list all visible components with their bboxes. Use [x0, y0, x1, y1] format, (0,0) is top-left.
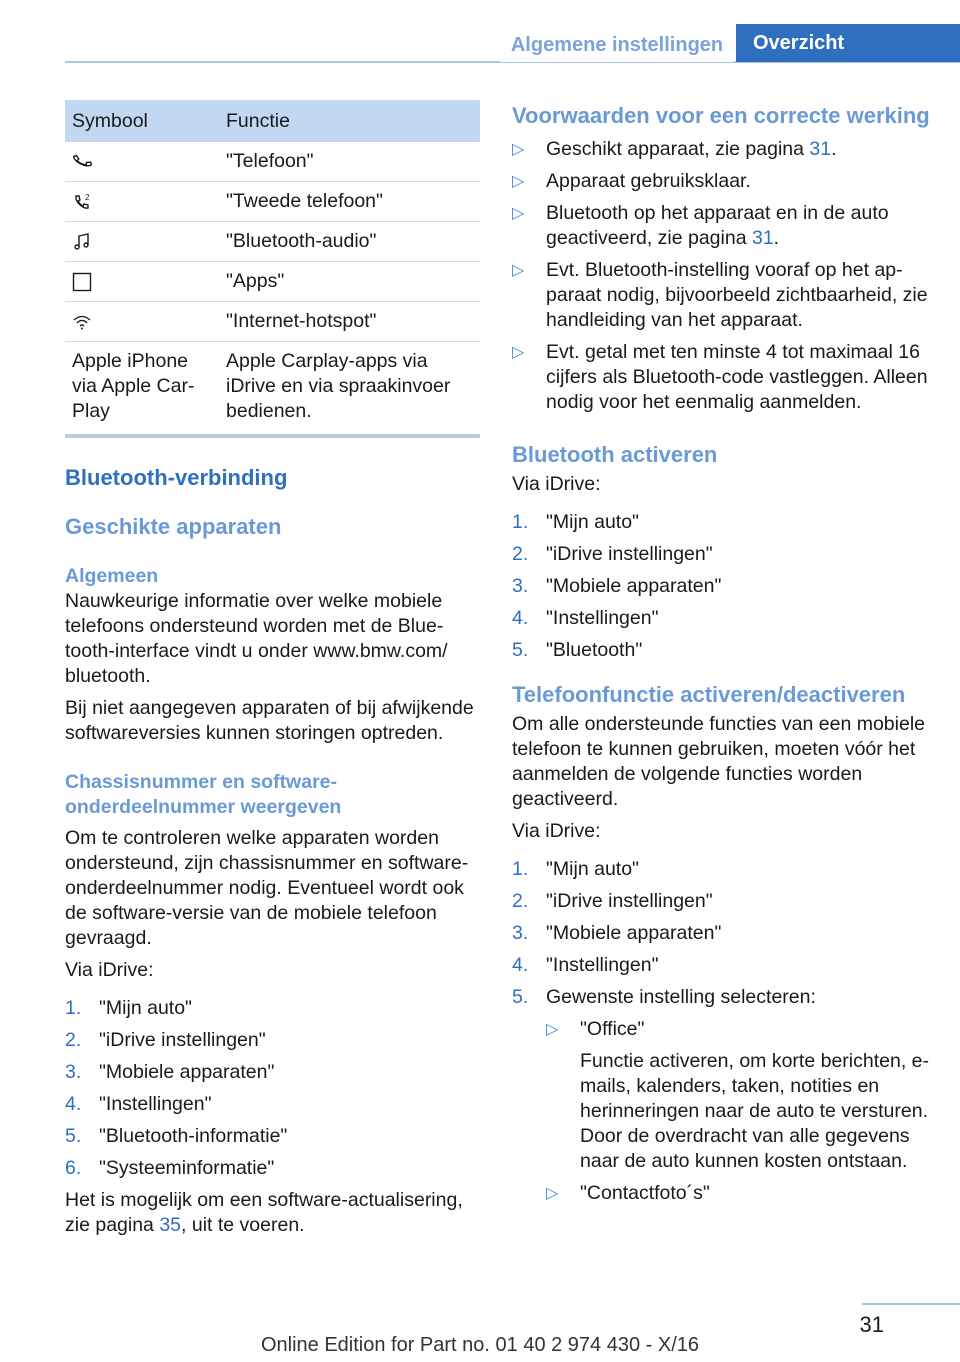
paragraph-software-actualisering: Het is mogelijk om een software-actualisering, zie pagina 35, uit te voeren.: [65, 1189, 463, 1236]
list-item: 1. "Mijn auto": [512, 511, 639, 533]
table-row: [65, 222, 480, 262]
table-header-symbol: Symbool: [65, 100, 219, 142]
footer-rule: [862, 1303, 960, 1305]
table-cell-function: "Bluetooth-audio": [219, 222, 480, 262]
list-item: ▷ Evt. Bluetooth-instelling vooraf op het apparaat nodig, bijvoorbeeld zichtbaarheid, zie handleiding van het apparaat.: [512, 259, 928, 331]
list-item: 3. "Mobiele apparaten": [512, 575, 722, 597]
list-item: 6. "Systeeminformatie": [65, 1157, 275, 1179]
heading-bluetooth-activeren: Bluetooth activeren: [512, 442, 718, 467]
table-cell-symbol: Apple iPhone via Apple CarPlay: [65, 342, 219, 437]
table-header-function: Functie: [219, 100, 480, 142]
table-cell-function: "Telefoon": [219, 142, 480, 182]
steps-list: [512, 510, 932, 663]
paragraph-storingen: Bij niet aangegeven apparaten of bij afwijkende softwareversies kunnen storingen optreden.: [65, 697, 474, 744]
heading-algemeen: Algemeen: [65, 565, 159, 587]
page-link-35[interactable]: 35: [159, 1214, 182, 1236]
table-row: [65, 302, 480, 342]
list-item: ▷ "Contactfoto´s": [546, 1182, 710, 1204]
paragraph-telefoonfunctie: Om alle ondersteunde functies van een mobiele telefoon te kunnen gebruiken, moeten vóór het aanmelden de volgende functies worden geactiveerd.: [512, 713, 926, 810]
list-item: 1. "Mijn auto": [65, 997, 192, 1019]
apps-square-icon: [72, 272, 92, 292]
list-item: 1. "Mijn auto": [512, 858, 639, 880]
table-cell-function: "Internet-hotspot": [219, 302, 480, 342]
table-row: [65, 342, 480, 437]
list-item: ▷ Apparaat gebruiksklaar.: [512, 170, 751, 192]
table-row: [65, 142, 480, 182]
conditions-list: [512, 137, 932, 415]
table-row: [65, 182, 480, 222]
via-idrive-label: Via iDrive:: [65, 959, 154, 981]
list-item: ▷ "Office" Functie activeren, om korte berichten, e-mails, kalenders, taken, notities en herinneringen naar de auto te versturen. Door de overdracht van alle gegevens naar de auto kunnen kosten ontstaan.: [546, 1017, 932, 1174]
triangle-bullet-icon: ▷: [512, 262, 525, 279]
list-item: ▷ Geschikt apparaat, zie pagina 31.: [512, 138, 837, 160]
triangle-bullet-icon: ▷: [512, 205, 525, 222]
heading-chassisnummer: Chassisnummer en software-onderdeelnummer weergeven: [65, 771, 342, 818]
list-item: 3. "Mobiele apparaten": [512, 922, 722, 944]
left-column: [65, 100, 480, 1238]
sub-options-list: [546, 1017, 932, 1206]
page-link-31[interactable]: 31: [809, 138, 832, 160]
paragraph-info: Nauwkeurige informatie over welke mobiele telefoons ondersteund worden met de Bluetooth-interface vindt u onder www.bmw.com/​bluetooth.: [65, 590, 448, 687]
list-item: 2. "iDrive instellingen": [65, 1029, 266, 1051]
paragraph-controleren: Om te controleren welke apparaten worden ondersteund, zijn chassisnummer en software-onderdeelnummer nodig. Eventueel wordt ook de software-versie van de mobiele telefoon gevraagd.: [65, 827, 469, 949]
list-item: 3. "Mobiele apparaten": [65, 1061, 275, 1083]
list-item: 5. "Bluetooth": [512, 639, 643, 661]
list-item: 4. "Instellingen": [512, 607, 659, 629]
right-column: [512, 103, 932, 1206]
symbol-table: [65, 100, 480, 438]
header-section-title: Algemene instellingen: [500, 28, 734, 62]
wifi-icon: [72, 312, 92, 332]
list-item: 5. Gewenste instelling selecteren: ▷ "Office" Functie activeren, om korte berichten, e-mails, kalenders, taken, notities en herinneringen naar de auto te versturen. Door de overdracht van alle gegevens naar de auto kunnen kosten ontstaan. ▷ "Contactfoto´s": [512, 985, 932, 1206]
heading-telefoonfunctie: Telefoonfunctie activeren/deactiveren: [512, 682, 906, 707]
triangle-bullet-icon: ▷: [512, 141, 525, 158]
via-idrive-label: Via iDrive:: [512, 820, 601, 842]
list-item: ▷ Bluetooth op het apparaat en in de auto geactiveerd, zie pagina 31.: [512, 202, 889, 249]
footer-edition: Online Edition for Part no. 01 40 2 974 430 - X/16: [260, 1334, 700, 1356]
table-cell-function: "Apps": [219, 262, 480, 302]
page-link-31[interactable]: 31: [751, 227, 774, 249]
list-item: 2. "iDrive instellingen": [512, 890, 713, 912]
list-item: 5. "Bluetooth-informatie": [65, 1125, 288, 1147]
table-cell-function: Apple Carplay-apps via iDrive en via spraakinvoer bedienen.: [219, 342, 480, 437]
phone-2-icon: [72, 192, 92, 212]
triangle-bullet-icon: ▷: [512, 173, 525, 190]
heading-geschikte-apparaten: Geschikte apparaten: [65, 514, 282, 539]
office-description: Functie activeren, om korte berichten, e-mails, kalenders, taken, notities en herinneringen naar de auto te versturen. Door de overdracht van alle gegevens naar de auto kunnen kosten ontstaan.: [580, 1050, 929, 1172]
via-idrive-label: Via iDrive:: [512, 473, 601, 495]
triangle-bullet-icon: ▷: [512, 344, 525, 361]
table-cell-function: "Tweede telefoon": [219, 182, 480, 222]
page-number: 31: [859, 1312, 884, 1337]
triangle-bullet-icon: ▷: [546, 1185, 559, 1202]
phone-icon: [72, 152, 92, 172]
table-row: [65, 262, 480, 302]
heading-bluetooth-verbinding: Bluetooth-verbinding: [65, 465, 288, 490]
steps-list: [512, 857, 932, 1206]
triangle-bullet-icon: ▷: [546, 1021, 559, 1038]
list-item: 4. "Instellingen": [512, 954, 659, 976]
heading-voorwaarden: Voorwaarden voor een correcte werking: [512, 103, 930, 128]
steps-list: [65, 996, 480, 1181]
list-item: ▷ Evt. getal met ten minste 4 tot maximaal 16 cijfers als Bluetooth-code vastleggen. Alleen nodig voor het eenmalig aanmelden.: [512, 341, 928, 413]
svg-text:2: 2: [85, 192, 90, 202]
music-note-icon: [72, 232, 92, 252]
list-item: 2. "iDrive instellingen": [512, 543, 713, 565]
list-item: 4. "Instellingen": [65, 1093, 212, 1115]
header-tab-overzicht: Overzicht: [736, 24, 960, 62]
